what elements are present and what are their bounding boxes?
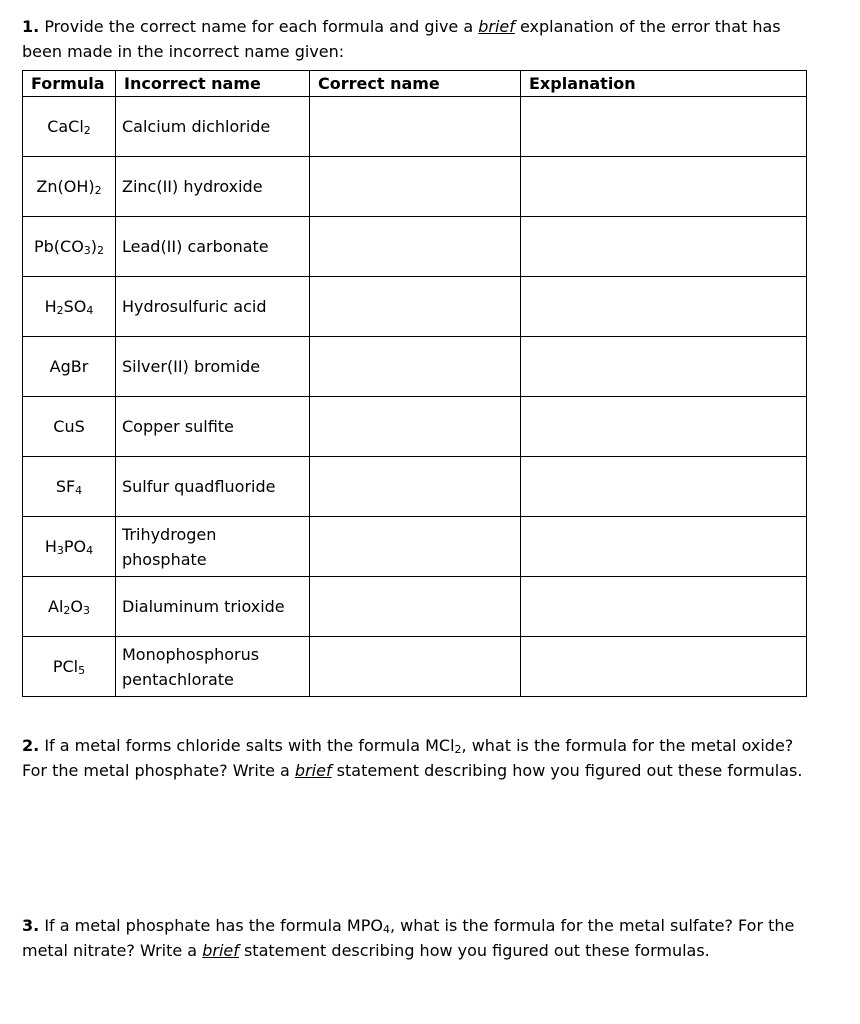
question-1-number: 1. (22, 17, 40, 36)
question-1-text-b: explanation of the error that has been made in the incorrect name given: (22, 17, 781, 61)
table-row (23, 397, 807, 457)
table-row (23, 217, 807, 277)
correct-name-cell[interactable] (310, 217, 521, 277)
question-2-subscript: 2 (454, 743, 462, 756)
formula-subscript: 4 (86, 304, 94, 317)
incorrect-name-cell: Zinc(II) hydroxide (116, 157, 310, 217)
correct-name-cell[interactable] (310, 157, 521, 217)
formula-text: CaCl (47, 117, 84, 136)
question-2-emphasis: brief (294, 761, 332, 780)
correct-name-cell[interactable] (310, 637, 521, 697)
formula-subscript: 5 (78, 664, 86, 677)
formula-text: Pb(CO (33, 237, 84, 256)
question-3-emphasis: brief (202, 941, 239, 960)
formula-subscript: 4 (75, 484, 83, 497)
question-1-text-a: Provide the correct name for each formula and give a (44, 17, 474, 36)
correct-name-cell[interactable] (310, 277, 521, 337)
incorrect-name-cell: Silver(II) bromide (116, 337, 310, 397)
formula-cell (23, 577, 116, 637)
table-row (23, 457, 807, 517)
question-3-subscript: 4 (382, 923, 390, 936)
table-row (23, 157, 807, 217)
incorrect-name-cell: Calcium dichloride (116, 97, 310, 157)
question-1-emphasis: brief (478, 17, 515, 36)
question-2-number: 2. (22, 736, 40, 755)
question-3-text-b: , what is the formula for the metal sulfate? For the metal nitrate? Write a (22, 916, 795, 960)
formula-cell (23, 157, 116, 217)
incorrect-name-cell: Copper sulfite (116, 397, 310, 457)
formula-subscript: 2 (83, 124, 91, 137)
table-row (23, 97, 807, 157)
formula-text: SF (55, 477, 76, 496)
question-2-text-b: , what is the formula for the metal oxide? For the metal phosphate? Write a (22, 736, 794, 780)
correct-name-cell[interactable] (310, 97, 521, 157)
formula-cell (23, 637, 116, 697)
explanation-cell[interactable] (521, 97, 807, 157)
question-2-text-c: statement describing how you figured out these formulas. (336, 761, 803, 780)
formula-text: H (44, 297, 57, 316)
formula-table (22, 70, 807, 697)
formula-text: O (70, 597, 83, 616)
explanation-cell[interactable] (521, 457, 807, 517)
incorrect-name-cell: Monophosphorus pentachlorate (116, 637, 310, 697)
explanation-cell[interactable] (521, 277, 807, 337)
header-incorrect-name: Incorrect name (116, 71, 310, 97)
incorrect-name-cell: Hydrosulfuric acid (116, 277, 310, 337)
incorrect-name-cell: Lead(II) carbonate (116, 217, 310, 277)
correct-name-cell[interactable] (310, 337, 521, 397)
formula-subscript: 2 (63, 604, 71, 617)
formula-text: ) (90, 237, 98, 256)
formula-cell (23, 217, 116, 277)
question-3-number: 3. (22, 916, 40, 935)
table-header-row (23, 71, 807, 97)
table-row (23, 577, 807, 637)
formula-text: PO (63, 537, 87, 556)
incorrect-name-cell: Trihydrogen phosphate (116, 517, 310, 577)
explanation-cell[interactable] (521, 217, 807, 277)
formula-subscript: 3 (82, 604, 90, 617)
header-explanation: Explanation (521, 71, 807, 97)
question-2-text-a: If a metal forms chloride salts with the formula MCl (44, 736, 455, 755)
explanation-cell[interactable] (521, 517, 807, 577)
formula-subscript: 3 (83, 244, 91, 257)
correct-name-cell[interactable] (310, 457, 521, 517)
formula-subscript: 4 (86, 544, 94, 557)
formula-cell (23, 337, 116, 397)
formula-cell (23, 397, 116, 457)
question-3-text-a: If a metal phosphate has the formula MPO (44, 916, 383, 935)
correct-name-cell[interactable] (310, 517, 521, 577)
explanation-cell[interactable] (521, 337, 807, 397)
formula-text: AgBr (49, 357, 89, 376)
formula-text: PCl (52, 657, 79, 676)
formula-subscript: 3 (56, 544, 64, 557)
question-2 (22, 733, 812, 783)
correct-name-cell[interactable] (310, 577, 521, 637)
formula-cell (23, 517, 116, 577)
incorrect-name-cell: Dialuminum trioxide (116, 577, 310, 637)
table-row (23, 637, 807, 697)
formula-text: SO (63, 297, 87, 316)
table-row (23, 337, 807, 397)
table-row (23, 277, 807, 337)
formula-subscript: 2 (56, 304, 64, 317)
question-1 (22, 14, 812, 64)
incorrect-name-cell: Sulfur quadfluoride (116, 457, 310, 517)
header-formula: Formula (23, 71, 116, 97)
explanation-cell[interactable] (521, 157, 807, 217)
formula-cell (23, 97, 116, 157)
formula-text: Al (48, 597, 64, 616)
formula-subscript: 2 (97, 244, 105, 257)
question-3 (22, 913, 812, 963)
table-row (23, 517, 807, 577)
formula-text: H (44, 537, 57, 556)
explanation-cell[interactable] (521, 637, 807, 697)
explanation-cell[interactable] (521, 397, 807, 457)
correct-name-cell[interactable] (310, 397, 521, 457)
formula-cell (23, 277, 116, 337)
formula-cell (23, 457, 116, 517)
formula-subscript: 2 (94, 184, 102, 197)
formula-text: CuS (53, 417, 85, 436)
question-3-text-c: statement describing how you figured out these formulas. (243, 941, 710, 960)
formula-text: Zn(OH) (36, 177, 95, 196)
explanation-cell[interactable] (521, 577, 807, 637)
header-correct-name: Correct name (310, 71, 521, 97)
